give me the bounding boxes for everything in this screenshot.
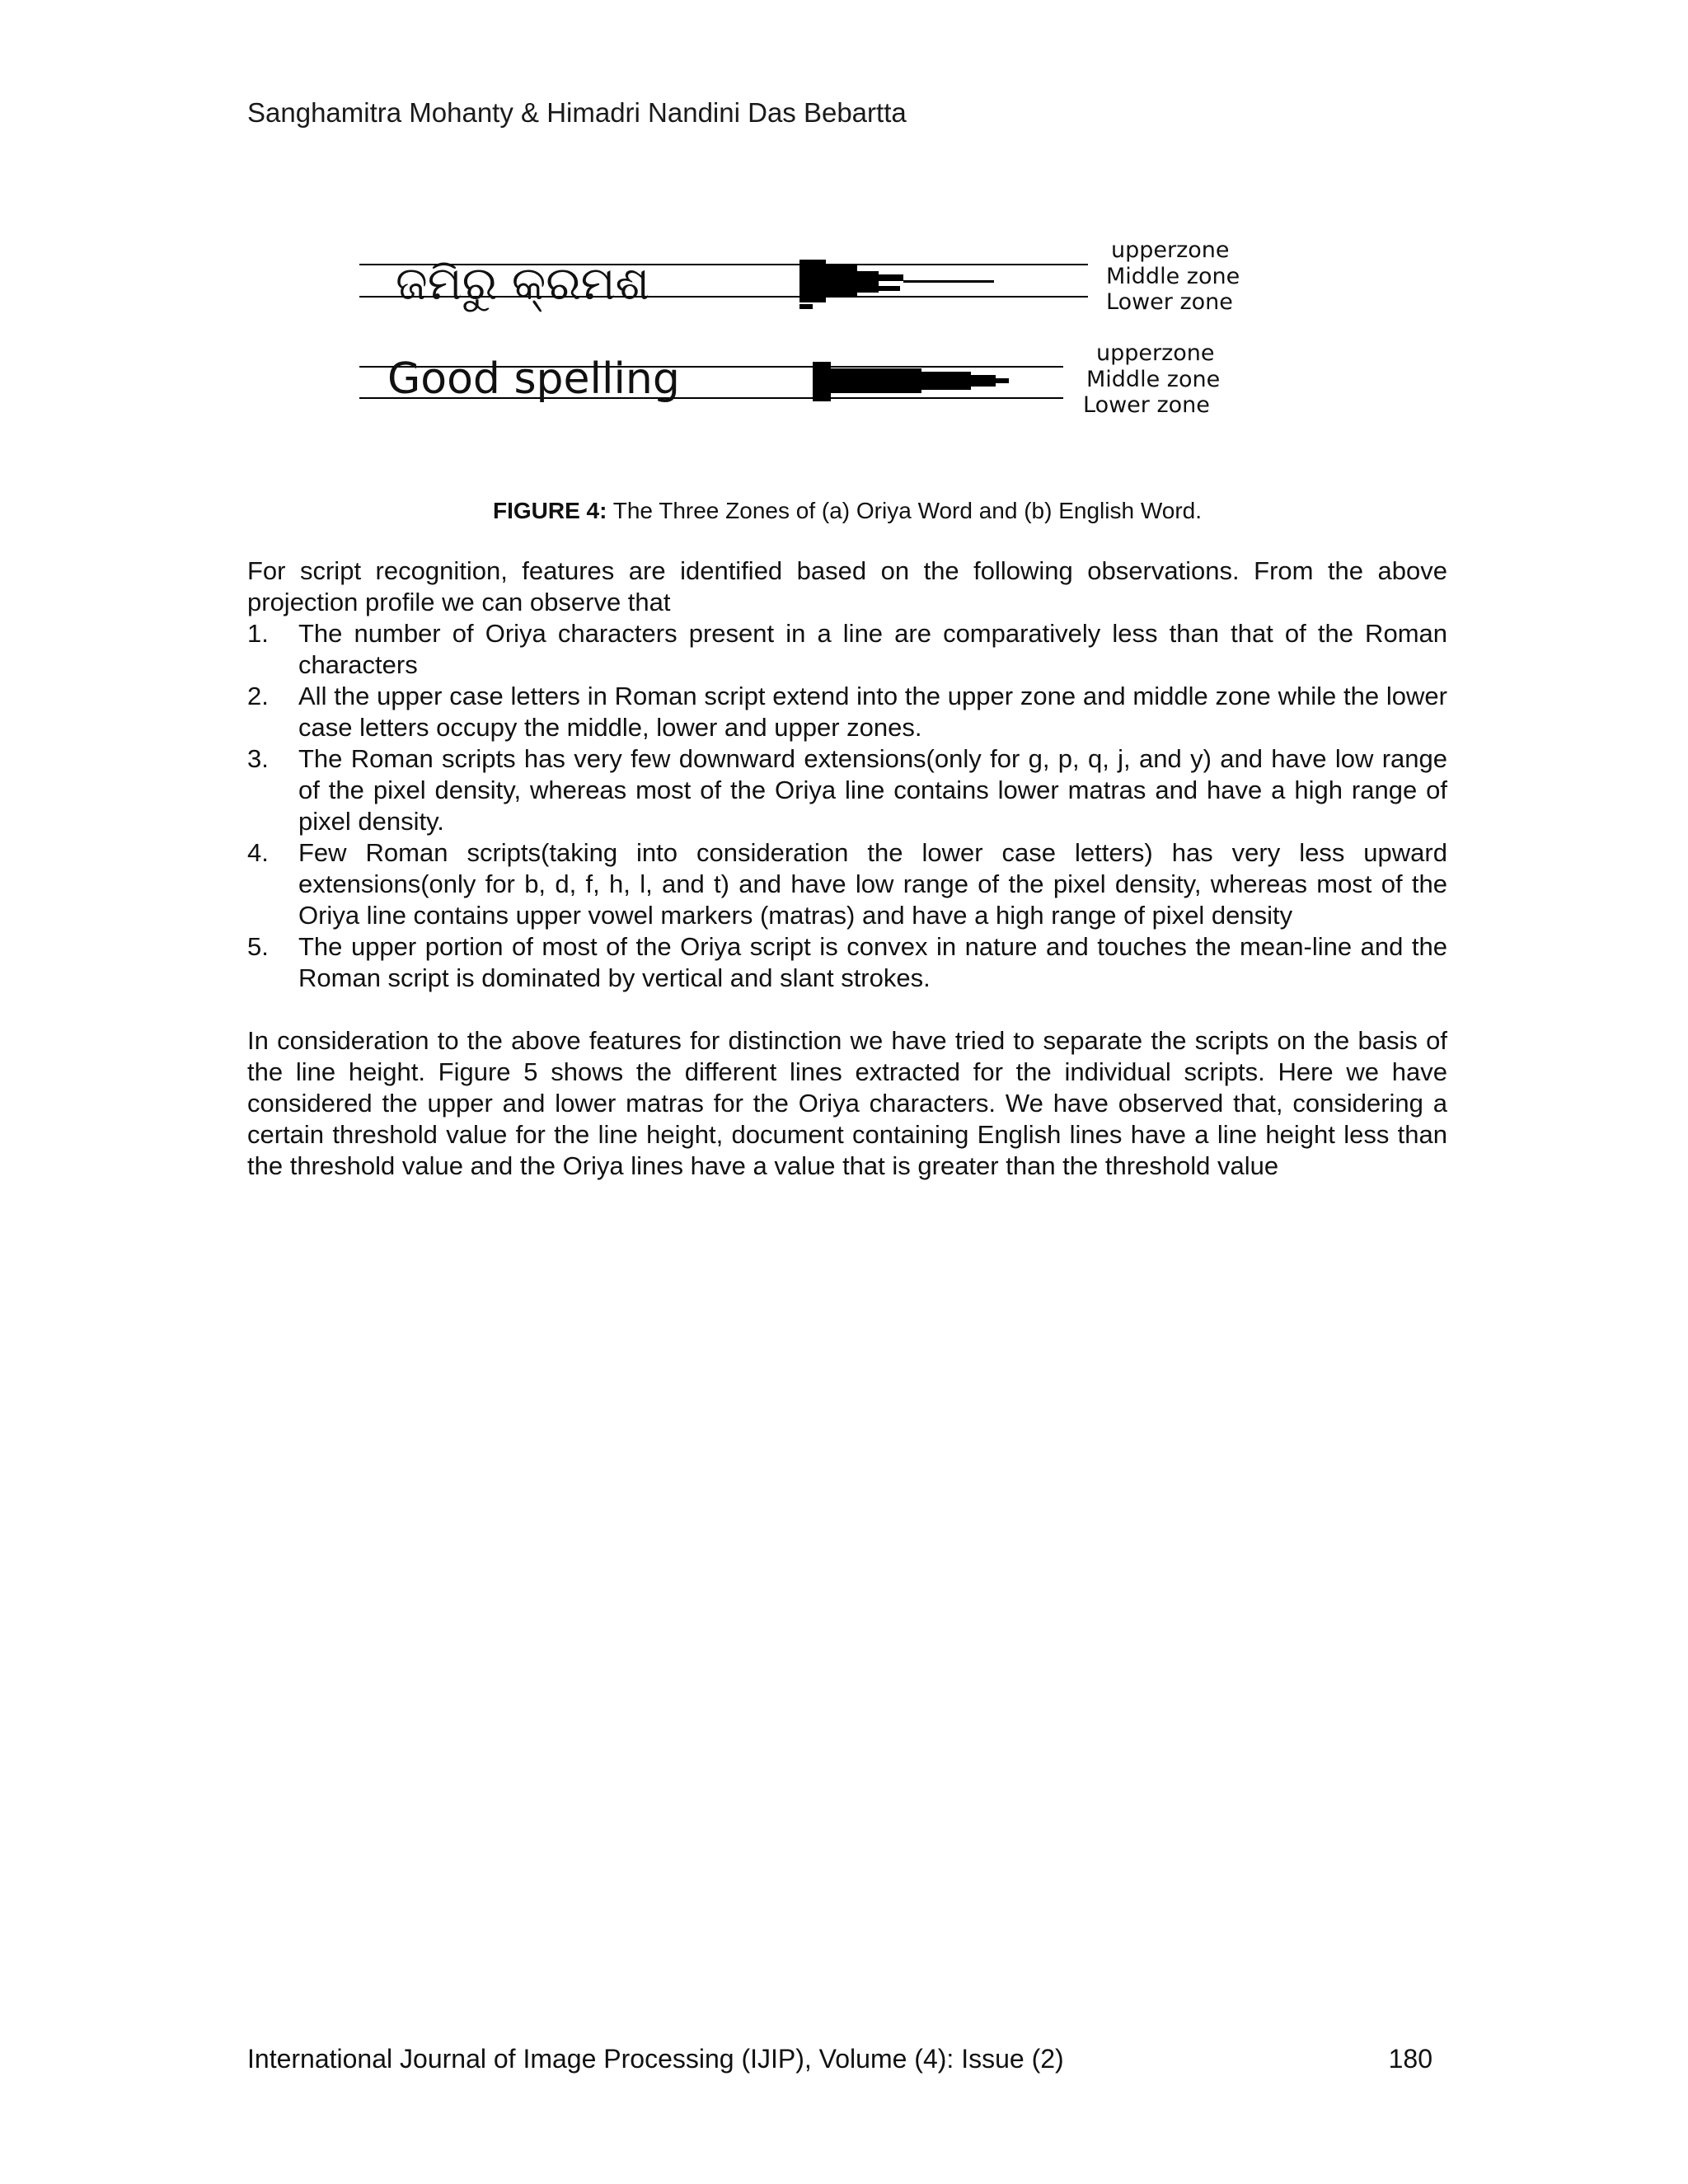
observation-number: 1. [247, 619, 269, 648]
intro-paragraph: For script recognition, features are identified based on the following observations. From the above projection profile we can observe that [247, 556, 1447, 616]
oriya-projection-profile [799, 260, 994, 309]
body-text [247, 555, 1447, 1182]
observation-item [247, 837, 1447, 931]
conclusion-paragraph: In consideration to the above features for distinction we have tried to separate the scripts on the basis of the line height. Figure 5 shows the different lines extracted for the individual scripts. Here we have considered the upper and lower matras for the Oriya characters. We have observed that, considering a certain threshold value for the line height, document containing English lines have a line height less than the threshold value and the Oriya lines have a value that is greater than the threshold value [247, 1026, 1447, 1180]
english-upperzone-label: upperzone [1096, 340, 1215, 366]
observation-text: All the upper case letters in Roman script extend into the upper zone and middle zone while the lower case letters occupy the middle, lower and upper zones. [298, 682, 1447, 742]
figure-zones-graphic [354, 235, 1327, 449]
observation-text: The number of Oriya characters present in a line are comparatively less than that of the Roman characters [298, 619, 1447, 679]
observation-item [247, 743, 1447, 837]
observation-item [247, 681, 1447, 743]
observation-text: The Roman scripts has very few downward extensions(only for g, p, q, j, and y) and have low range of the pixel density, whereas most of the Oriya line contains lower matras and have a high range of pixel density. [298, 744, 1447, 836]
observation-text: The upper portion of most of the Oriya script is convex in nature and touches the mean-line and the Roman script is dominated by vertical and slant strokes. [298, 932, 1447, 992]
running-header: Sanghamitra Mohanty & Himadri Nandini Das Bebartta [247, 97, 907, 128]
observation-list [247, 618, 1447, 994]
observation-text: Few Roman scripts(taking into consideration the lower case letters) has very less upward extensions(only for b, d, f, h, l, and t) and have low range of the pixel density, whereas most of the Oriya line contains upper vowel markers (matras) and have a high range of pixel density [298, 838, 1447, 930]
oriya-lowerzone-label: Lower zone [1106, 289, 1233, 315]
figure-zones [354, 235, 1327, 449]
english-lowerzone-label: Lower zone [1083, 392, 1210, 418]
figure-caption-text: The Three Zones of (a) Oriya Word and (b) English Word. [607, 498, 1203, 523]
oriya-upperzone-label: upperzone [1111, 237, 1230, 263]
figure-caption [247, 498, 1447, 524]
page-number: 180 [1388, 2044, 1432, 2074]
observation-number: 5. [247, 932, 269, 961]
oriya-middlezone-label: Middle zone [1106, 264, 1240, 289]
observation-item [247, 618, 1447, 681]
oriya-word-panel [359, 237, 1240, 315]
journal-footer: International Journal of Image Processing (IJIP), Volume (4): Issue (2) [247, 2044, 1064, 2074]
oriya-word: ଜମିରୁ କ୍ରମଶ [396, 257, 650, 311]
english-word: Good spelling [387, 354, 680, 404]
figure-caption-label: FIGURE 4: [492, 498, 607, 523]
english-projection-profile [813, 362, 1009, 401]
observation-item [247, 931, 1447, 994]
english-word-panel [359, 340, 1220, 418]
english-middlezone-label: Middle zone [1086, 367, 1221, 392]
observation-number: 2. [247, 682, 269, 710]
observation-number: 4. [247, 838, 269, 867]
observation-number: 3. [247, 744, 269, 773]
